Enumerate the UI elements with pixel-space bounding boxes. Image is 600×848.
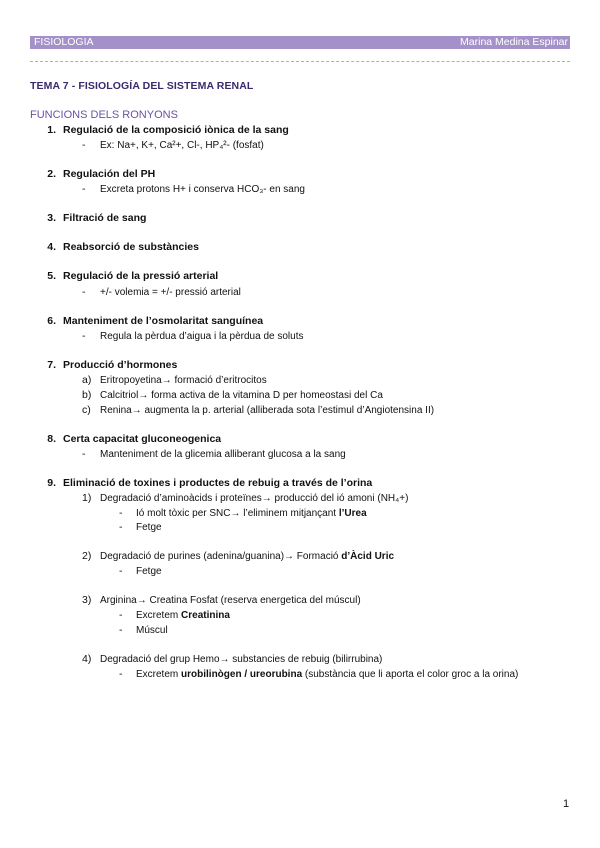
item-heading: Filtració de sang: [63, 212, 147, 224]
sub-item-text: Excretem urobilinògen / ureorubina (substància que li aporta el color groc a la orina): [136, 669, 519, 680]
item-number: 2.: [47, 168, 56, 180]
item-number: 4.: [47, 241, 56, 253]
header-author: Marina Medina Espinar: [460, 36, 568, 48]
dash-bullet: -: [82, 448, 86, 460]
sub-item-text: +/- volemia = +/- pressió arterial: [100, 287, 241, 298]
sub-item-text: Regula la pèrdua d’aigua i la pèrdua de soluts: [100, 331, 304, 342]
dash-bullet: -: [82, 330, 86, 342]
dash-bullet: -: [119, 521, 123, 533]
letter-marker: c): [82, 404, 91, 416]
dash-bullet: -: [119, 609, 123, 621]
sub-item-text: Ió molt tòxic per SNC→ l’eliminem mitjançant l’Urea: [136, 508, 367, 519]
item-heading: Certa capacitat gluconeogenica: [63, 433, 222, 445]
item-heading: Regulació de la pressió arterial: [63, 270, 219, 282]
item-number: 1.: [47, 124, 56, 136]
sub-item-text: Calcitriol→ forma activa de la vitamina D per homeostasi del Ca: [100, 390, 383, 401]
item-heading: Reabsorció de substàncies: [63, 241, 199, 253]
item-number: 8.: [47, 433, 56, 445]
point-text: Arginina→ Creatina Fosfat (reserva energetica del múscul): [100, 595, 361, 606]
sub-item-text: Ex: Na+, K+, Ca²+, Cl-, HP₄²- (fosfat): [100, 140, 264, 151]
sub-item-text: Renina→ augmenta la p. arterial (alliberada sota l’estimul d’Angiotensina II): [100, 405, 435, 416]
sub-item-text: Fetge: [136, 522, 162, 533]
document-title: TEMA 7 - FISIOLOGÍA DEL SISTEMA RENAL: [30, 80, 254, 92]
point-marker: 1): [82, 492, 92, 504]
dash-bullet: -: [119, 565, 123, 577]
point-marker: 2): [82, 550, 92, 562]
item-heading: Producció d’hormones: [63, 359, 178, 371]
page-number: 1: [563, 798, 570, 810]
dash-bullet: -: [82, 139, 86, 151]
dash-bullet: -: [82, 183, 86, 195]
point-text: Degradació d’aminoàcids i proteïnes→ producció del ió amoni (NH₄+): [100, 493, 409, 504]
point-text: Degradació de purines (adenina/guanina)→ Formació d’Àcid Uric: [100, 551, 395, 562]
sub-item-text: Excreta protons H+ i conserva HCO₃- en sang: [100, 184, 305, 195]
header-subject: FISIOLOGIA: [34, 36, 94, 48]
sub-item-text: Múscul: [136, 625, 168, 636]
sub-item-text: Fetge: [136, 566, 162, 577]
item-heading: Regulación del PH: [63, 168, 156, 180]
sub-item-text: Eritropoyetina→ formació d’eritrocitos: [100, 375, 267, 386]
point-marker: 4): [82, 653, 92, 665]
item-number: 3.: [47, 212, 56, 224]
header-divider: [30, 61, 570, 62]
item-number: 5.: [47, 270, 56, 282]
dash-bullet: -: [119, 507, 123, 519]
dash-bullet: -: [119, 668, 123, 680]
sub-item-text: Excretem Creatinina: [136, 610, 230, 621]
item-heading: Regulació de la composició iònica de la sang: [63, 124, 289, 136]
dash-bullet: -: [82, 286, 86, 298]
item-heading: Manteniment de l’osmolaritat sanguínea: [63, 315, 264, 327]
item-number: 6.: [47, 315, 56, 327]
point-marker: 3): [82, 594, 92, 606]
item-number: 9.: [47, 477, 56, 489]
item-number: 7.: [47, 359, 56, 371]
letter-marker: b): [82, 389, 92, 401]
sub-item-text: Manteniment de la glicemia alliberant glucosa a la sang: [100, 449, 346, 460]
section-heading: FUNCIONS DELS RONYONS: [30, 109, 178, 121]
dash-bullet: -: [119, 624, 123, 636]
item-heading: Eliminació de toxines i productes de rebuig a través de l’orina: [63, 477, 373, 489]
point-text: Degradació del grup Hemo→ substancies de rebuig (bilirrubina): [100, 654, 383, 665]
letter-marker: a): [82, 374, 92, 386]
page-header: [30, 36, 570, 49]
